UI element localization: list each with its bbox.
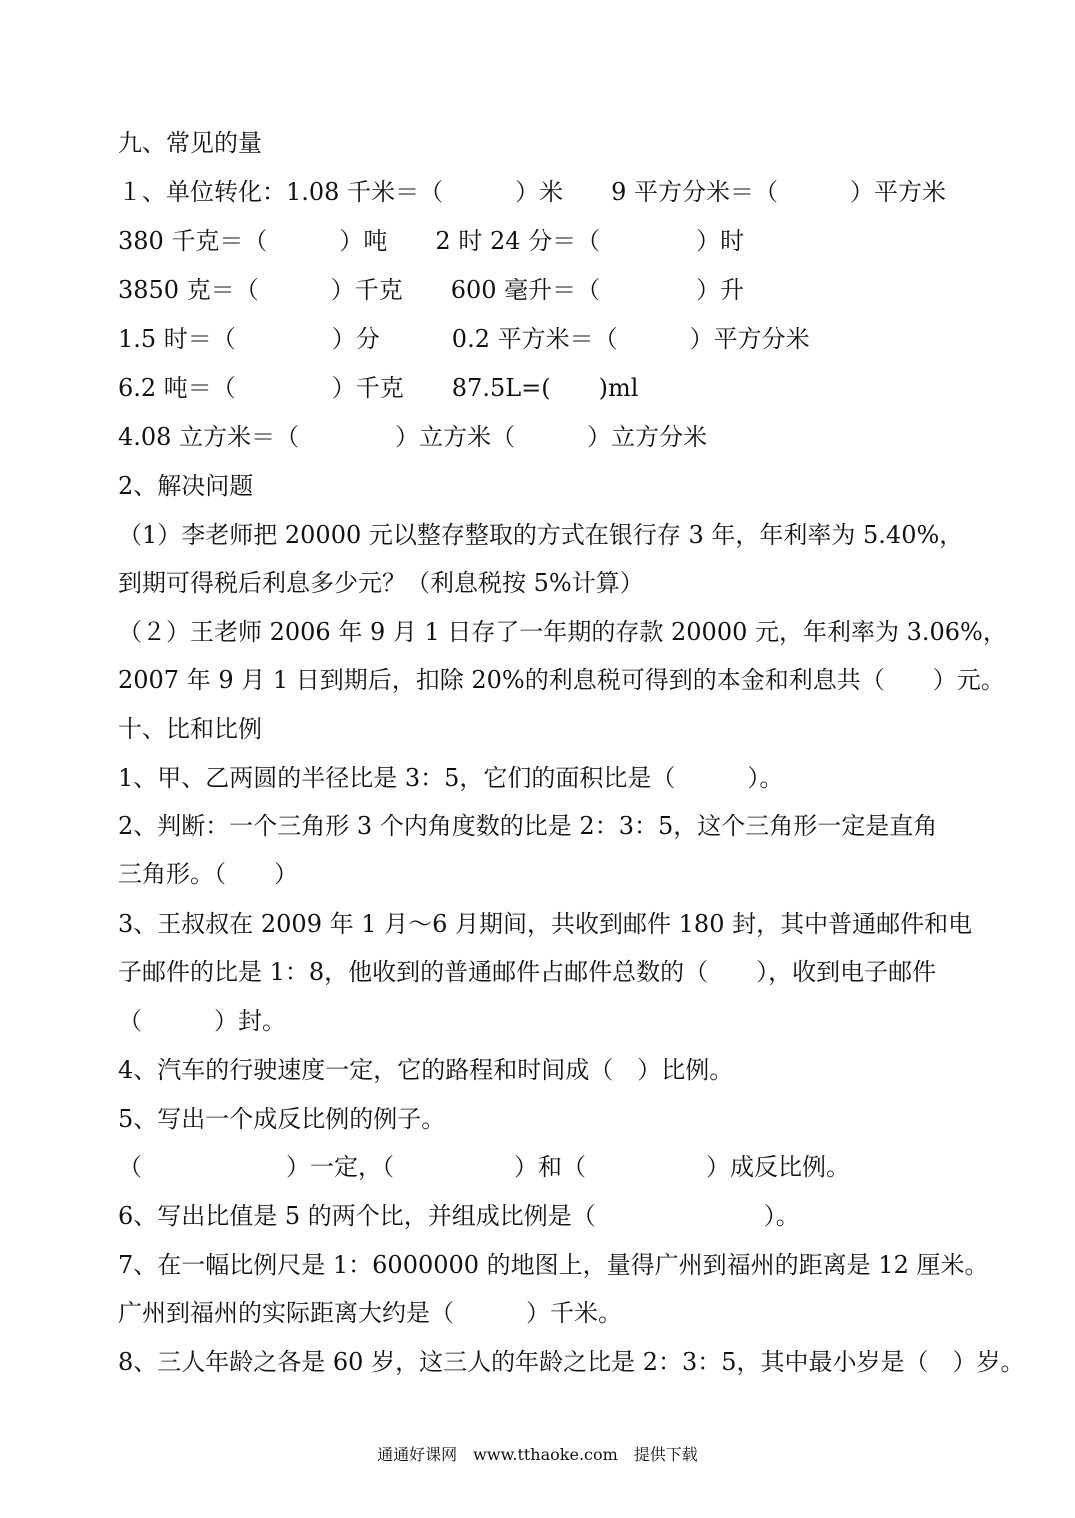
unit-conversion-line-2: 380 千克＝（ ）吨 2 时 24 分＝（ ）时	[118, 227, 745, 255]
problem-solving-heading: 2、解决问题	[118, 472, 254, 500]
ratio-question-7-line-2: 广州到福州的实际距离大约是（ ）千米。	[118, 1299, 622, 1327]
ratio-question-2-line-1: 2、判断：一个三角形 3 个内角度数的比是 2：3：5，这个三角形一定是直角	[118, 812, 938, 840]
ratio-question-8: 8、三人年龄之各是 60 岁，这三人的年龄之比是 2：3：5，其中最小岁是（ ）岁。	[118, 1348, 1025, 1376]
unit-conversion-line-5: 6.2 吨＝（ ）千克 87.5L=( )ml	[118, 374, 639, 402]
ratio-question-5-line-1: 5、写出一个成反比例的例子。	[118, 1105, 446, 1133]
ratio-question-5-line-2: （ ）一定，（ ）和（ ）成反比例。	[118, 1153, 850, 1181]
unit-conversion-line-1: １、单位转化：1.08 千米＝（ ）米 9 平方分米＝（ ）平方米	[118, 178, 946, 206]
problem-1-line-2: 到期可得税后利息多少元？（利息税按 5%计算）	[118, 569, 644, 597]
problem-2-line-1: （２）王老师 2006 年 9 月 1 日存了一年期的存款 20000 元，年利率为 3.06%，	[118, 618, 1007, 646]
ratio-question-7-line-1: 7、在一幅比例尺是 1：6000000 的地图上，量得广州到福州的距离是 12 厘米。	[118, 1251, 989, 1279]
unit-conversion-line-3: 3850 克＝（ ）千克 600 毫升＝（ ）升	[118, 276, 745, 304]
problem-1-line-1: （1）李老师把 20000 元以整存整取的方式在银行存 3 年，年利率为 5.40%，	[118, 521, 964, 549]
ratio-question-3-line-1: 3、王叔叔在 2009 年 1 月～6 月期间，共收到邮件 180 封，其中普通邮件和电	[118, 910, 973, 938]
ratio-question-6: 6、写出比值是 5 的两个比，并组成比例是（ ）。	[118, 1202, 800, 1230]
page-footer: 通通好课网 www.tthaoke.com 提供下载	[377, 1445, 698, 1464]
problem-2-line-2: 2007 年 9 月 1 日到期后，扣除 20%的利息税可得到的本金和利息共（ ）元。	[118, 666, 1005, 694]
ratio-question-3-line-3: （ ）封。	[118, 1007, 286, 1035]
section-10-heading: 十、比和比例	[118, 715, 262, 743]
ratio-question-2-line-2: 三角形。（ ）	[118, 860, 298, 888]
ratio-question-3-line-2: 子邮件的比是 1：8，他收到的普通邮件占邮件总数的（ ），收到电子邮件	[118, 958, 937, 986]
section-9-heading: 九、常见的量	[118, 129, 262, 157]
ratio-question-4: 4、汽车的行驶速度一定，它的路程和时间成（ ）比例。	[118, 1056, 734, 1084]
unit-conversion-line-4: 1.5 时＝（ ）分 0.2 平方米＝（ ）平方分米	[118, 325, 810, 353]
unit-conversion-line-6: 4.08 立方米＝（ ）立方米（ ）立方分米	[118, 423, 708, 451]
ratio-question-1: 1、甲、乙两圆的半径比是 3：5，它们的面积比是（ ）。	[118, 764, 784, 792]
